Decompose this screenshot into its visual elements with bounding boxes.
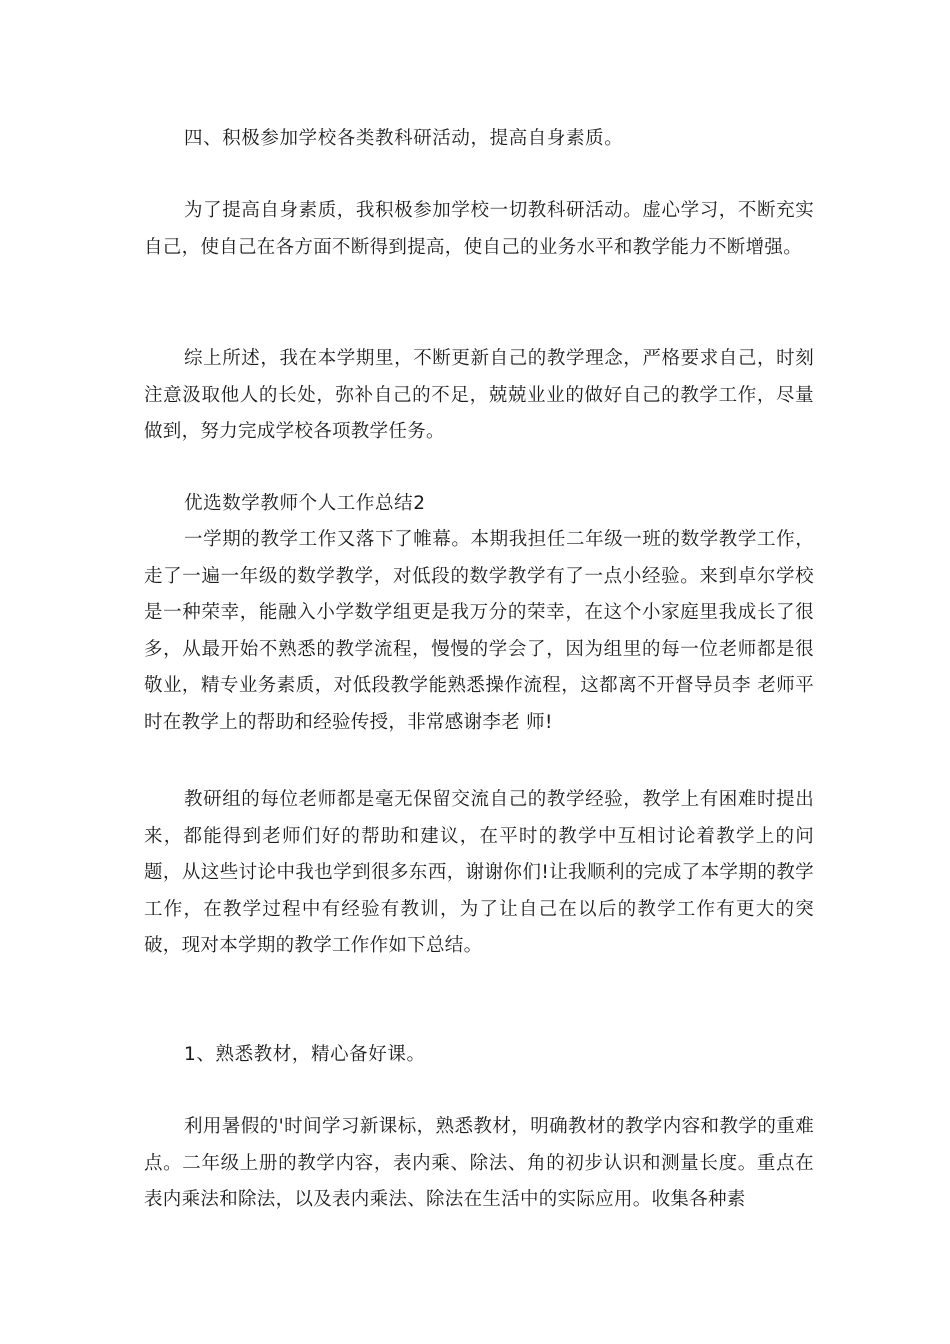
section-heading-four: 四、积极参加学校各类教科研活动，提高自身素质。 — [184, 128, 624, 149]
paragraph-semester-intro: 一学期的教学工作又落下了帷幕。本期我担任二年级一班的数学教学工作，走了一遍一年级的数学教学，对低段的数学教学有了一点小经验。来到卓尔学校是一种荣幸，能融入小学数学组更是我万分的荣幸，在这个小家庭里我成长了很多，从最开始不熟悉的教学流程，慢慢的学会了，因为组里的每一位老师都是很敬业，精专业务素质，对低段教学能熟悉操作流程，这都离不开督导员李 老师平时在教学上的帮助和经验传授，非常感谢李老 师! — [144, 529, 814, 733]
paragraph-research-group: 教研组的每位老师都是毫无保留交流自己的教学经验，教学上有困难时提出来，都能得到老师们好的帮助和建议，在平时的教学中互相讨论着教学上的问题，从这些讨论中我也学到很多东西，谢谢你们!让我顺利的完成了本学期的教学工作，在教学过程中有经验有教训，为了让自己在以后的教学工作有更大的突破，现对本学期的教学工作作如下总结。 — [144, 789, 814, 956]
paragraph-summary: 综上所述，我在本学期里，不断更新自己的教学理念，严格要求自己，时刻注意汲取他人的长处，弥补自己的不足，兢兢业业的做好自己的教学工作，尽量做到，努力完成学校各项教学任务。 — [144, 348, 814, 442]
section-title-summary-2: 优选数学教师个人工作总结2 — [184, 493, 426, 514]
paragraph-self-improvement: 为了提高自身素质，我积极参加学校一切教科研活动。虚心学习，不断充实自己，使自己在各方面不断得到提高，使自己的业务水平和教学能力不断增强。 — [144, 200, 814, 258]
section-heading-item-1: 1、熟悉教材，精心备好课。 — [184, 1044, 426, 1065]
paragraph-textbook-prep: 利用暑假的'时间学习新课标，熟悉教材，明确教材的教学内容和教学的重难点。二年级上册的教学内容，表内乘、除法、角的初步认识和测量长度。重点在表内乘法和除法，以及表内乘法、除法在生活中的实际应用。收集各种素 — [144, 1116, 814, 1210]
